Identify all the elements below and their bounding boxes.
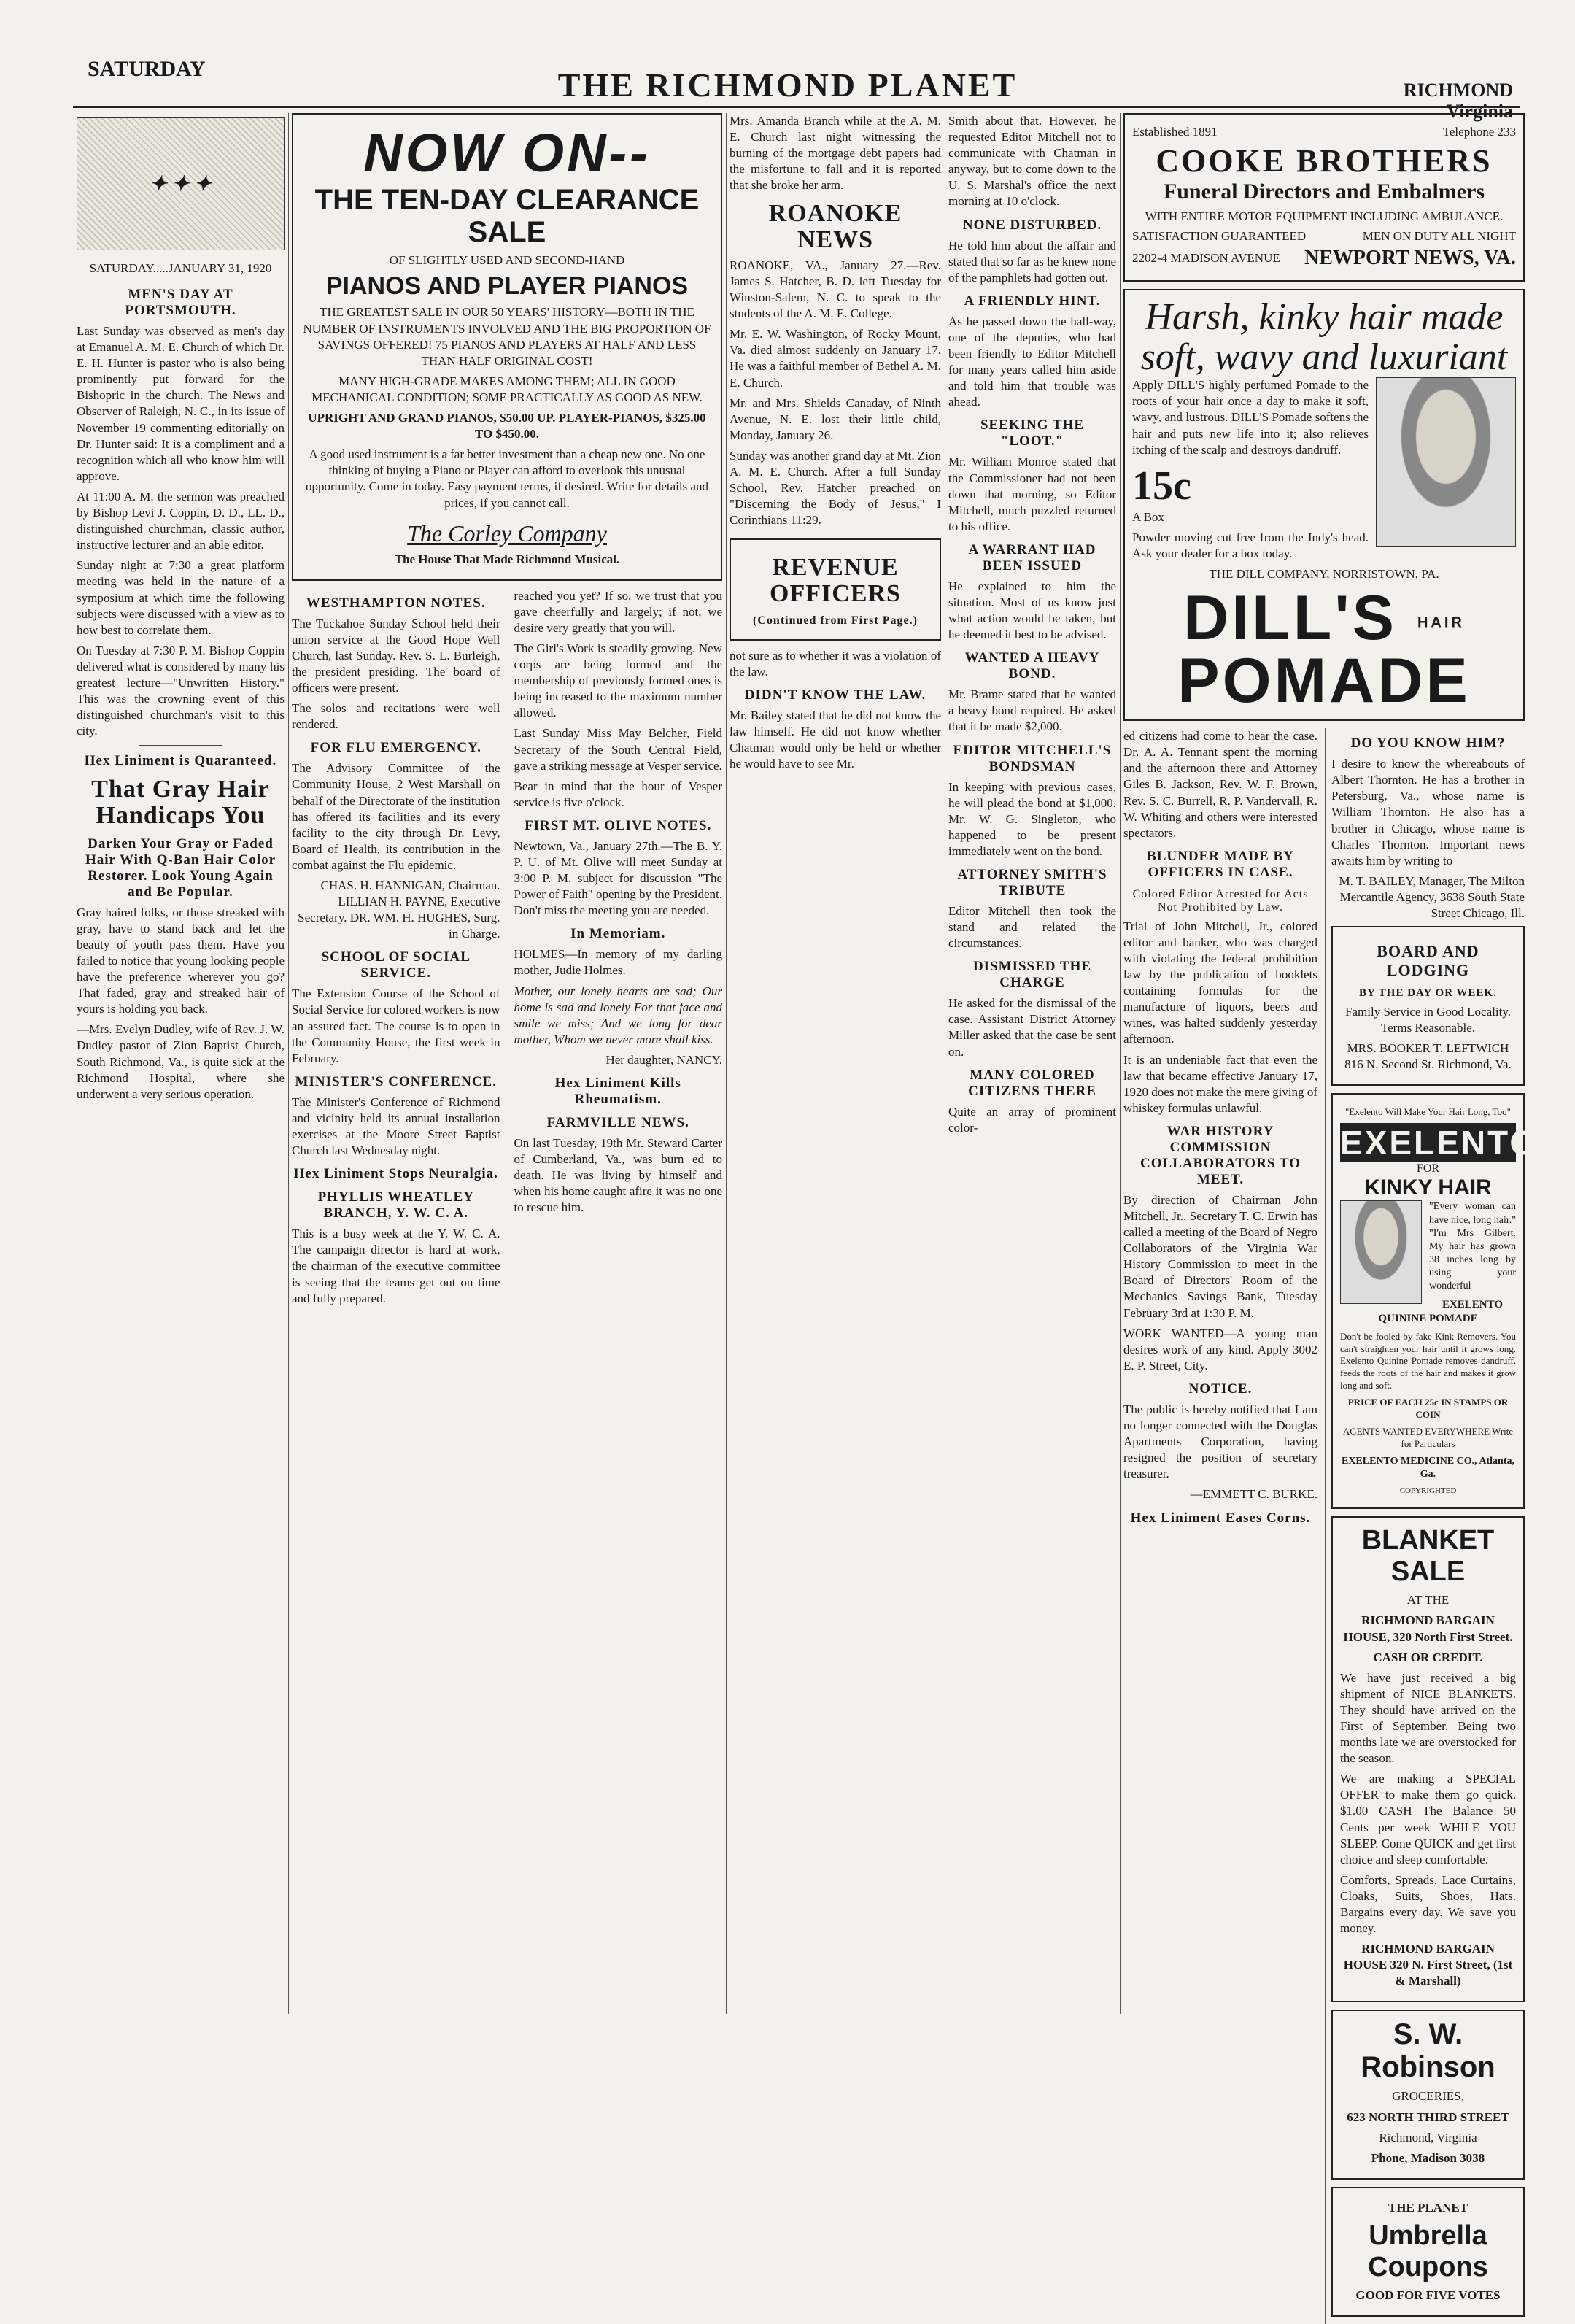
ad-store: RICHMOND BARGAIN HOUSE, 320 North First Street. xyxy=(1343,1613,1513,1644)
ad-body: Don't be fooled by fake Kink Removers. You can't straighten your hair until it grows long. Exelento Quinine Pomade removes dandruff, feeds the roots of the hair and makes it grow long and soft. xyxy=(1340,1330,1516,1391)
headline-ministers: MINISTER'S CONFERENCE. xyxy=(295,1073,497,1089)
headline-bondsman: EDITOR MITCHELL'S BONDSMAN xyxy=(953,742,1112,774)
article-text: Editor Mitchell then took the stand and related the circumstances. xyxy=(948,904,1116,951)
article-text: It is an undeniable fact that even the law that became effective January 17, 1920 does not make the mere giving of whiskey formulas unlawful. xyxy=(1123,1052,1317,1115)
article-text: Smith about that. However, he requested Editor Mitchell not to communicate with Chatman in anyway, but to come down to the U. S. Marshal's office the next morning at 10 o'clock. xyxy=(948,114,1116,209)
ad-headline: Harsh, kinky hair made soft, wavy and luxuriant xyxy=(1140,296,1508,378)
divider xyxy=(139,745,222,746)
article-text: Mr. and Mrs. Shields Canaday, of Ninth Avenue, N. E. lost their little child, Monday, January 26. xyxy=(730,395,941,442)
article-text: Trial of John Mitchell, Jr., colored editor and banker, who was charged with violating the federal prohibition law by the publication of booklets containing formulas for the manufacture of liquors, beers and wines, was halted suddenly yesterday afternoon. xyxy=(1123,919,1317,1046)
column-1 xyxy=(77,113,285,2014)
exelento-ad xyxy=(1331,1093,1539,1509)
subheadline-gray-hair: Darken Your Gray or Faded Hair With Q-Ban Hair Color Restorer. Look Young Again and Be Popular. xyxy=(85,835,276,900)
headline-farmville: FARMVILLE NEWS. xyxy=(546,1115,689,1131)
woman-portrait-illustration xyxy=(1376,377,1516,547)
headline-memoriam: In Memoriam. xyxy=(570,926,666,942)
article-text: Mr. William Monroe stated that the Commissioner had not been down that morning, so Editor Mitchell, much puzzled returned to his office. xyxy=(948,455,1116,533)
masthead-title: THE RICHMOND PLANET xyxy=(557,66,1018,104)
article-text: By direction of Chairman John Mitchell, Jr., Secretary T. C. Erwin has called a meeting of the Board of Negro Collaborators of the Virginia War History Commission to meet in the Board of Directors' Room of the Mechanics Savings Bank, Tuesday February 3rd at 1:30 P. M. xyxy=(1123,1192,1317,1320)
ad-address: MRS. BOOKER T. LEFTWICH 816 N. Second St. Richmond, Va. xyxy=(1344,1041,1512,1072)
headline-mt-olive: FIRST MT. OLIVE NOTES. xyxy=(525,817,712,833)
article-text: As he passed down the hall-way, one of the deputies, who had been friendly to Editor Mitchell for many years called him aside and told him that trouble was ahead. xyxy=(948,314,1116,409)
liniment-notice: Hex Liniment is Quaranteed. xyxy=(84,753,277,769)
ad-body: A good used instrument is a far better investment than a cheap new one. No one thinking of buying a Piano or Player can afford to overlook this unusual opportunity. Come in today. Easy payment terms, if desired. Write for details and prices, if you cannot call. xyxy=(305,447,708,510)
article-text: In keeping with previous cases, he will plead the bond at $1,000. Mr. W. G. Singleton, who happened to be present immediately went on the bond. xyxy=(948,779,1116,858)
ad-name: S. W. Robinson xyxy=(1361,2018,1495,2084)
ad-body: Apply DILL'S highly perfumed Pomade to the roots of your hair once a day to make it soft, wavy, and lustrous. DILL'S Pomade softens the hair and puts new life into it; also relieves itching of the scalp and destroys dandruff. xyxy=(1132,378,1369,457)
masthead-state: Virginia xyxy=(1446,100,1513,122)
article-text: Mr. E. W. Washington, of Rocky Mount, Va. died almost suddenly on January 17. He was a faithful member of Bethel A. M. E. Church. xyxy=(730,327,941,390)
headline-citizens: MANY COLORED CITIZENS THERE xyxy=(968,1067,1096,1099)
board-lodging-ad xyxy=(1331,926,1525,1086)
ad-body: We are making a SPECIAL OFFER to make them go quick. $1.00 CASH The Balance 50 Cents per week WHILE YOU SLEEP. Come QUICK and get first choice and sleep comfortable. xyxy=(1340,1772,1516,1866)
ad-copyright: COPYRIGHTED xyxy=(1399,1486,1457,1496)
headline-didnt-know: DIDN'T KNOW THE LAW. xyxy=(744,687,926,703)
ad-name: COOKE BROTHERS xyxy=(1156,143,1493,179)
ad-body: MANY HIGH-GRADE MAKES AMONG THEM; ALL IN GOOD MECHANICAL CONDITION; SOME PRACTICALLY AS GOOD AS NEW. xyxy=(311,374,703,404)
masthead-day: SATURDAY xyxy=(88,57,206,81)
headline-gray-hair: That Gray Hair Handicaps You xyxy=(91,776,270,830)
woman-portrait-illustration xyxy=(1340,1200,1422,1304)
blanket-sale-ad xyxy=(1331,1516,1525,2002)
ad-topline xyxy=(1132,125,1516,139)
article-text: HOLMES—In memory of my darling mother, Judie Holmes. xyxy=(514,947,722,978)
article-text: Mr. Bailey stated that he did not know the law himself. He did not know whether Chatman would only be held or whether he would have to see Mr. xyxy=(730,708,941,771)
ad-headline: BOARD AND LODGING xyxy=(1377,942,1479,980)
article-text: Mr. Brame stated that he wanted a heavy bond required. He asked that it be made $2,000. xyxy=(948,687,1116,734)
headline-social-service: SCHOOL OF SOCIAL SERVICE. xyxy=(321,949,471,981)
ad-city: NEWPORT NEWS, VA. xyxy=(1304,247,1516,270)
ad-price: 15c xyxy=(1132,463,1191,509)
ad-line: OF SLIGHTLY USED AND SECOND-HAND xyxy=(389,253,625,267)
ad-tagline: The House That Made Richmond Musical. xyxy=(394,552,620,566)
article-text: Sunday night at 7:30 a great platform meeting was held in the nature of a symposium at which time the following subjects were discussed with a view as to how best to correlate them. xyxy=(77,558,285,637)
ad-agents: AGENTS WANTED EVERYWHERE Write for Particulars xyxy=(1342,1425,1514,1449)
article-text: The Girl's Work is steadily growing. New corps are being formed and the membership of previously formed ones is being increased to the maximum number allowed. xyxy=(514,641,722,720)
article-text: He told him about the affair and stated that so far as he knew none of the pamphlets had gotten out. xyxy=(948,238,1116,285)
piano-sale-ad xyxy=(292,113,722,581)
guarantee-text: SATISFACTION GUARANTEED xyxy=(1132,229,1307,244)
article-text: On last Tuesday, 19th Mr. Steward Carter of Cumberland, Va., was burn ed to death. He was living by himself and when his home caught afire it was no one to rescue him. xyxy=(514,1136,722,1215)
masthead-rule xyxy=(73,106,1520,108)
signature-block: CHAS. H. HANNIGAN, Chairman. LILLIAN H. PAYNE, Executive Secretary. DR. WM. H. HUGHES, Surg. in Charge. xyxy=(298,879,500,941)
article-text: The public is hereby notified that I am no longer connected with the Douglas Apartments Corporation, having resigned the position of secretary treasurer. xyxy=(1123,1402,1317,1481)
column-5 xyxy=(1123,113,1539,2302)
headline-heavy-bond: WANTED A HEAVY BOND. xyxy=(964,650,1100,682)
ad-subheadline: PIANOS AND PLAYER PIANOS xyxy=(325,272,689,301)
ad-product: EXELENTO QUININE POMADE xyxy=(1378,1298,1504,1325)
poem-signature: Her daughter, NANCY. xyxy=(605,1052,722,1067)
liniment-notice: Hex Liniment Stops Neuralgia. xyxy=(293,1166,498,1182)
column-2b xyxy=(508,588,723,1311)
ad-address: 623 NORTH THIRD STREET xyxy=(1347,2109,1509,2124)
ad-trade: GROCERIES, xyxy=(1392,2089,1464,2104)
article-text: ROANOKE, VA., January 27.—Rev. James S. Hatcher, B. D. left Tuesday for Winston-Salem, N. C. to speak to the students of the A. M. E. College. xyxy=(730,258,941,321)
ad-price-unit: A Box xyxy=(1132,509,1164,524)
ad-for: FOR xyxy=(1416,1162,1440,1175)
article-text: I desire to know the whereabouts of Albert Thornton. He has a brother in Petersburg, Va., whose name is William Thornton. He also has a brother in Chicago, whose name is Charles Thornton. Important news awaits him by writing to xyxy=(1331,757,1525,868)
article-text: Last Sunday was observed as men's day at Emanuel A. M. E. Church of which Dr. E. H. Hunter is pastor who is also being prominently put forward for the Bishopric in the church. The News and Observer of Raleigh, N. C., in its issue of November 19 commenting editorially on Dr. Hunter said: It is a compliment and a recognition which all who know him will approve. xyxy=(77,324,285,483)
headline-phyllis: PHYLLIS WHEATLEY BRANCH, Y. W. C. A. xyxy=(317,1189,474,1221)
masthead-city: RICHMOND xyxy=(1403,80,1513,101)
headline-friendly-hint: A FRIENDLY HINT. xyxy=(964,293,1101,309)
ad-price: PRICE OF EACH 25c IN STAMPS OR COIN xyxy=(1347,1397,1509,1420)
article-text: He explained to him the situation. Most of us know just what action would be taken, but he deemed it best to be advised. xyxy=(948,579,1116,642)
headline-war-history: WAR HISTORY COMMISSION COLLABORATORS TO MEET. xyxy=(1140,1123,1301,1187)
article-text: ed citizens had come to hear the case. Dr. A. A. Tennant spent the morning and the afternoon there and Attorney Giles B. Jackson, Rev. W. F. Brown, Rev. S. C. Burrell, R. P. Vandervall, R. W. Whiting and others were interested spectators. xyxy=(1123,729,1317,840)
article-text: Mrs. Amanda Branch while at the A. M. E. Church last night witnessing the burning of the mortgage debt papers had the misfortune to fall and it is reported that she broke her arm. xyxy=(730,114,941,193)
headline-revenue: REVENUE OFFICERS xyxy=(770,554,901,608)
column-rule xyxy=(726,113,727,2014)
ad-quote: "Every woman can have nice, long hair." "I'm Mrs Gilbert. My hair has grown 38 inches long by using your wonderful xyxy=(1429,1201,1516,1292)
article-text: The Advisory Committee of the Community House, 2 West Marshall on behalf of the Directorate of the institution has offered its facilities and its every facility to the city through Dr. Levy, Board of Health, its contribution in the combat against the Flu epidemic. xyxy=(292,761,500,872)
article-text: —Mrs. Evelyn Dudley, wife of Rev. J. W. Dudley pastor of Zion Baptist Church, South Richmond, Va., is quite sick at the Richmond Hospital, where she underwent a very serious operation. xyxy=(77,1022,285,1101)
ad-line: WITH ENTIRE MOTOR EQUIPMENT INCLUDING AMBULANCE. xyxy=(1145,209,1504,223)
ad-votes: GOOD FOR FIVE VOTES xyxy=(1355,2288,1501,2302)
article-text: reached you yet? If so, we trust that you gave cheerfully and largely; if not, we desire very greatly that you will. xyxy=(514,588,722,635)
ad-terms: CASH OR CREDIT. xyxy=(1373,1650,1483,1664)
column-2 xyxy=(292,113,722,2014)
article-text: Newtown, Va., January 27th.—The B. Y. P. U. of Mt. Olive will meet Sunday at 3:00 P. M. subject for discussion "The Power of Faith" opening by the President. Don't miss the meeting you are needed. xyxy=(514,838,722,918)
ad-body: Comforts, Spreads, Lace Curtains, Cloaks, Suits, Shoes, Hats. Bargains every day. We save you money. xyxy=(1340,1872,1516,1936)
column-5b xyxy=(1325,728,1539,2324)
ad-address: 2202-4 MADISON AVENUE xyxy=(1132,251,1280,266)
ad-signature: RICHMOND BARGAIN HOUSE 320 N. First Street, (1st & Marshall) xyxy=(1343,1942,1513,1988)
umbrella-coupon-ad xyxy=(1331,2187,1525,2317)
article-text: The Tuckahoe Sunday School held their union service at the Good Hope Well Church, last Sunday. Rev. S. L. Burleigh, the president presiding. The board of officers were present. xyxy=(292,616,500,695)
article-text: The Minister's Conference of Richmond and vicinity held its annual installation exercises at the Moore Street Baptist Church last Wednesday night. xyxy=(292,1095,500,1158)
ad-phone: Phone, Madison 3038 xyxy=(1371,2150,1485,2165)
article-text: not sure as to whether it was a violation of the law. xyxy=(730,648,941,679)
column-2-split xyxy=(292,588,722,1311)
ad-trade: Funeral Directors and Embalmers xyxy=(1163,179,1485,204)
article-text: He asked for the dismissal of the case. Assistant District Attorney Miller asked that the case be sent on. xyxy=(948,996,1116,1059)
article-text: Gray haired folks, or those streaked with gray, have to stand back and let the beauty of youth pass them. Have you failed to notice that young looking people have the preference wherever you go? That faded, gray and streaked hair of yours is holding you back. xyxy=(77,905,285,1016)
masthead xyxy=(0,0,1575,122)
ad-headline: Umbrella Coupons xyxy=(1368,2220,1488,2282)
ad-tagline: "Exelento Will Make Your Hair Long, Too" xyxy=(1345,1106,1511,1118)
ad-line-pair xyxy=(1132,229,1516,244)
article-text: The solos and recitations were well rendered. xyxy=(292,701,500,732)
column-2a xyxy=(292,588,500,1311)
ad-product-target: KINKY HAIR xyxy=(1364,1175,1492,1200)
ad-body: Family Service in Good Locality. Terms Reasonable. xyxy=(1345,1005,1511,1035)
headline-tribute: ATTORNEY SMITH'S TRIBUTE xyxy=(957,867,1107,898)
revenue-officers-box xyxy=(730,538,941,640)
article-text: Quite an array of prominent color- xyxy=(948,1104,1116,1135)
continued-note: (Continued from First Page.) xyxy=(753,614,918,627)
article-text: Last Sunday Miss May Belcher, Field Secretary of the South Central Field, gave a striking message at Vesper service. xyxy=(514,726,722,773)
headline-know-him: DO YOU KNOW HIM? xyxy=(1350,736,1506,752)
column-4 xyxy=(948,113,1116,2014)
headline-blunder: BLUNDER MADE BY OFFICERS IN CASE. xyxy=(1147,848,1294,880)
ad-subheadline: THE TEN-DAY CLEARANCE SALE xyxy=(314,184,700,248)
liniment-notice: Hex Liniment Eases Corns. xyxy=(1130,1510,1311,1526)
telephone-text: Telephone 233 xyxy=(1442,125,1516,139)
headline-loot: SEEKING THE "LOOT." xyxy=(980,417,1085,449)
headline-warrant: A WARRANT HAD BEEN ISSUED xyxy=(968,541,1096,574)
established-text: Established 1891 xyxy=(1132,125,1218,139)
ad-headline: NOW ON-- xyxy=(363,123,651,183)
section-logo-art: ✦ ✦ ✦ xyxy=(77,117,285,250)
column-3 xyxy=(730,113,941,2014)
ad-prices: UPRIGHT AND GRAND PIANOS, $50.00 UP. PLAYER-PIANOS, $325.00 TO $450.00. xyxy=(308,411,706,441)
ad-body: We have just received a big shipment of NICE BLANKETS. They should have arrived on the First of September. Being two months late we are overstocked for the season. xyxy=(1340,1670,1516,1766)
article-text: At 11:00 A. M. the sermon was preached by Bishop Levi J. Coppin, D. D., LL. D., distinguished churchman, classic author, instructive lecturer and an able editor. xyxy=(77,489,285,552)
headline-mens-day: MEN'S DAY AT PORTSMOUTH. xyxy=(125,287,236,318)
dills-pomade-ad xyxy=(1123,289,1525,721)
article-text: This is a busy week at the Y. W. C. A. The campaign director is hard at work, the chairman of the executive committee is seeing that the teams get out on time and fully prepared. xyxy=(292,1227,500,1305)
subheadline-blunder: Colored Editor Arrested for Acts Not Prohibited by Law. xyxy=(1132,887,1309,914)
memorial-poem: Mother, our lonely hearts are sad; Our home is sad and lonely For that face and smile we miss; And we long for dear mother, Whom we never more shall kiss. xyxy=(514,984,722,1046)
column-5a xyxy=(1123,728,1317,2324)
ad-subheadline: BY THE DAY OR WEEK. xyxy=(1359,987,1497,1000)
brand-name: EXELENTO xyxy=(1340,1124,1539,1162)
ad-company: EXELENTO MEDICINE CO., Atlanta, Ga. xyxy=(1341,1455,1514,1480)
brand-name xyxy=(1132,583,1516,654)
headline-westhampton: WESTHAMPTON NOTES. xyxy=(306,595,486,611)
brand-line-1: DILL'S xyxy=(1183,583,1398,654)
column-rule xyxy=(288,113,289,2014)
signature-block: M. T. BAILEY, Manager, The Milton Mercantile Agency, 3638 South State Street Chicago, Ill. xyxy=(1339,873,1525,920)
cooke-brothers-ad xyxy=(1123,113,1525,282)
ad-signature-logo: The Corley Company xyxy=(407,520,607,547)
headline-notice: NOTICE. xyxy=(1188,1381,1253,1397)
headline-roanoke: ROANOKE NEWS xyxy=(768,200,902,254)
robinson-ad xyxy=(1331,2010,1525,2179)
column-5-split xyxy=(1123,728,1539,2324)
classified-ad: WORK WANTED—A young man desires work of any kind. Apply 3002 E. P. Street, City. xyxy=(1123,1326,1317,1373)
ad-note: Powder moving cut free from the Indy's head. Ask your dealer for a box today. xyxy=(1132,530,1369,560)
dateline: SATURDAY.....JANUARY 31, 1920 xyxy=(77,258,285,279)
ad-source: THE PLANET xyxy=(1388,2200,1468,2215)
brand-small: HAIR xyxy=(1417,614,1465,631)
article-text: The Extension Course of the School of Social Service for colored workers is now an assured fact. The course is to open in the Community House, the first week in February. xyxy=(292,987,500,1065)
ad-address-row xyxy=(1132,247,1516,270)
column-rule xyxy=(1120,113,1121,2014)
liniment-notice: Hex Liniment Kills Rheumatism. xyxy=(554,1076,681,1108)
headline-dismissed: DISMISSED THE CHARGE xyxy=(972,959,1092,991)
article-text: Bear in mind that the hour of Vesper service is five o'clock. xyxy=(514,779,722,809)
ad-city: Richmond, Virginia xyxy=(1379,2130,1477,2145)
brand-line-2: POMADE xyxy=(1177,646,1471,717)
article-text: Sunday was another grand day at Mt. Zion A. M. E. Church. After a full Sunday School, Rev. Hatcher preached on "Discerning the Body of Jesus," I Corinthians 11:29. xyxy=(730,448,941,528)
ad-body: THE GREATEST SALE IN OUR 50 YEARS' HISTORY—BOTH IN THE NUMBER OF INSTRUMENTS INVOLVED AND THE BIG PROPORTION OF SAVINGS OFFERED! 75 PIANOS AND PLAYERS AT HALF AND LESS THAN HALF ORIGINAL COST! xyxy=(303,305,711,368)
headline-flu: FOR FLU EMERGENCY. xyxy=(310,740,481,756)
article-text: On Tuesday at 7:30 P. M. Bishop Coppin delivered what is considered by many his greatest lecture—"Unwritten History." This was the crowning event of this distinguished churchman's visit to this city. xyxy=(77,643,285,738)
night-duty-text: MEN ON DUTY ALL NIGHT xyxy=(1362,229,1516,244)
signature: —EMMETT C. BURKE. xyxy=(1190,1487,1317,1502)
ad-at: AT THE xyxy=(1406,1593,1450,1607)
headline-none-disturbed: NONE DISTURBED. xyxy=(962,217,1102,233)
ad-headline: BLANKET SALE xyxy=(1361,1525,1495,1588)
ad-company: THE DILL COMPANY, NORRISTOWN, PA. xyxy=(1209,567,1439,582)
